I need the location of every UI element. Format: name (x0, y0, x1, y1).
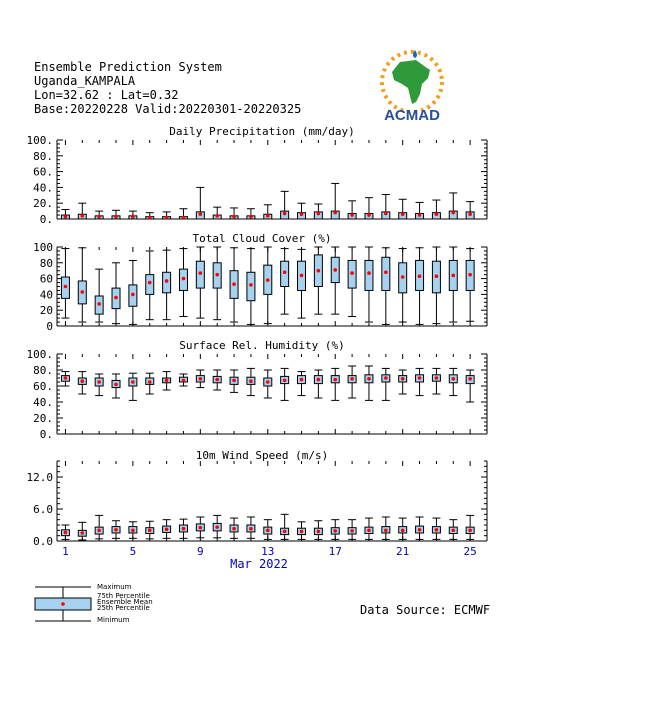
y-tick-label: 100. (26, 348, 53, 361)
mean-marker (80, 290, 84, 294)
mean-marker (468, 377, 472, 381)
x-tick-label: 9 (197, 545, 204, 558)
mean-marker (317, 269, 321, 273)
mean-marker (182, 277, 186, 281)
mean-marker (333, 211, 337, 215)
mean-marker (300, 274, 304, 278)
mean-marker (232, 215, 236, 219)
mean-marker (131, 529, 135, 533)
mean-marker (182, 527, 186, 531)
mean-marker (266, 278, 270, 282)
mean-marker (300, 378, 304, 382)
y-tick-label: 60. (33, 165, 53, 179)
mean-marker (350, 377, 354, 381)
mean-marker (451, 211, 455, 215)
mean-marker (80, 531, 84, 535)
header-dates: Base:20220228 Valid:20220301-20220325 (34, 102, 302, 116)
panel-1 (27, 125, 488, 226)
x-tick-label: 13 (261, 545, 275, 558)
iqr-box (146, 275, 154, 295)
mean-marker (468, 529, 472, 533)
mean-marker (249, 527, 253, 531)
mean-marker (182, 216, 186, 220)
header-system: Ensemble Prediction System (34, 60, 222, 74)
mean-marker (215, 214, 219, 218)
mean-marker (64, 285, 68, 289)
mean-marker (333, 529, 337, 533)
x-axis-month: Mar 2022 (230, 557, 288, 571)
panel-2 (33, 232, 487, 333)
mean-marker (232, 527, 236, 531)
mean-marker (283, 530, 287, 534)
y-tick-label: 0 (46, 320, 53, 333)
x-tick-label: 25 (463, 545, 477, 558)
panel-3 (27, 339, 488, 441)
mean-marker (199, 212, 203, 216)
mean-marker (64, 376, 68, 380)
y-tick-label: 0. (39, 213, 53, 226)
y-tick-label: 100. (26, 134, 53, 147)
x-tick-label: 5 (129, 545, 137, 558)
mean-marker (367, 213, 371, 217)
mean-marker (367, 377, 371, 381)
mean-marker (468, 212, 472, 216)
mean-marker (384, 529, 388, 533)
panel-title: 10m Wind Speed (m/s) (195, 449, 329, 462)
mean-marker (199, 271, 203, 275)
mean-marker (451, 377, 455, 381)
mean-marker (114, 528, 118, 532)
x-tick-label: 17 (328, 545, 342, 558)
legend-label: Maximum (97, 583, 132, 591)
mean-marker (148, 216, 152, 220)
mean-marker (215, 273, 219, 277)
y-tick-label: 60. (33, 380, 53, 393)
y-tick-label: 20. (33, 412, 53, 425)
mean-marker (80, 214, 84, 218)
y-tick-label: 20 (39, 304, 53, 318)
mean-marker (165, 379, 169, 383)
mean-marker (232, 282, 236, 286)
y-tick-label: 12.0 (26, 471, 53, 484)
mean-marker (64, 531, 68, 535)
mean-marker (97, 302, 101, 306)
mean-marker (401, 275, 405, 279)
y-tick-label: 60 (39, 272, 53, 286)
mean-marker (367, 529, 371, 533)
mean-marker (131, 215, 135, 219)
mean-marker (249, 215, 253, 219)
y-tick-label: 40 (39, 288, 53, 302)
mean-marker (384, 212, 388, 216)
mean-marker (384, 270, 388, 274)
mean-marker (266, 380, 270, 384)
legend-label: 25th Percentile (97, 604, 150, 612)
y-tick-label: 80. (33, 149, 53, 163)
mean-marker (64, 215, 68, 219)
mean-marker (317, 530, 321, 534)
mean-marker (148, 281, 152, 285)
y-tick-label: 40. (33, 396, 53, 409)
data-source: Data Source: ECMWF (360, 603, 491, 617)
mean-marker (435, 528, 439, 532)
mean-marker (451, 274, 455, 278)
legend-label: Minimum (97, 616, 130, 624)
legend-label: Ensemble Mean (97, 598, 153, 606)
mean-marker (131, 380, 135, 384)
y-tick-label: 20. (33, 197, 53, 211)
mean-marker (418, 376, 422, 380)
mean-marker (401, 212, 405, 216)
y-tick-label: 80 (39, 256, 53, 270)
mean-marker (451, 529, 455, 533)
mean-marker (283, 379, 287, 383)
mean-marker (114, 383, 118, 387)
mean-marker (333, 268, 337, 272)
y-tick-label: 0.0 (33, 535, 53, 548)
mean-marker (418, 528, 422, 532)
mean-marker (249, 379, 253, 383)
mean-marker (468, 273, 472, 277)
panel-title: Total Cloud Cover (%) (192, 232, 332, 245)
mean-marker (97, 215, 101, 219)
mean-marker (300, 530, 304, 534)
mean-marker (266, 214, 270, 218)
mean-marker (350, 271, 354, 275)
mean-marker (367, 271, 371, 275)
legend-mean-marker (61, 602, 65, 606)
mean-marker (300, 212, 304, 216)
mean-marker (165, 279, 169, 283)
panel-title: Daily Precipitation (mm/day) (169, 125, 355, 138)
mean-marker (333, 378, 337, 382)
y-tick-label: 80. (33, 364, 53, 377)
mean-marker (317, 378, 321, 382)
iqr-box (365, 260, 373, 290)
header-coords: Lon=32.62 : Lat=0.32 (34, 88, 179, 102)
mean-marker (131, 293, 135, 297)
mean-marker (418, 274, 422, 278)
mean-marker (182, 379, 186, 383)
mean-marker (114, 215, 118, 219)
mean-marker (97, 380, 101, 384)
mean-marker (148, 529, 152, 533)
mean-marker (435, 274, 439, 278)
panel-title: Surface Rel. Humidity (%) (179, 339, 345, 352)
mean-marker (283, 270, 287, 274)
mean-marker (350, 529, 354, 533)
mean-marker (283, 212, 287, 216)
legend (35, 583, 153, 624)
mean-marker (199, 526, 203, 530)
mean-marker (165, 216, 169, 220)
y-tick-label: 0. (39, 428, 53, 441)
y-tick-label: 100 (33, 241, 53, 254)
mean-marker (114, 296, 118, 300)
mean-marker (215, 378, 219, 382)
mean-marker (148, 380, 152, 384)
panel-4 (27, 449, 488, 548)
x-tick-label: 21 (396, 545, 410, 558)
mean-marker (317, 212, 321, 216)
header-location: Uganda_KAMPALA (34, 74, 136, 88)
mean-marker (97, 529, 101, 533)
logo-text: ACMAD (384, 107, 440, 124)
mean-marker (249, 283, 253, 287)
y-tick-label: 6.0 (33, 503, 53, 516)
mean-marker (418, 213, 422, 217)
mean-marker (165, 527, 169, 531)
mean-marker (401, 377, 405, 381)
mean-marker (215, 525, 219, 529)
mean-marker (266, 529, 270, 533)
mean-marker (401, 529, 405, 533)
mean-marker (435, 212, 439, 216)
mean-marker (80, 379, 84, 383)
y-tick-label: 40. (33, 181, 53, 195)
mean-marker (435, 376, 439, 380)
mean-marker (232, 379, 236, 383)
mean-marker (384, 376, 388, 380)
mean-marker (199, 377, 203, 381)
mean-marker (350, 213, 354, 217)
legend-label: 75th Percentile (97, 592, 150, 600)
x-tick-label: 1 (62, 545, 69, 558)
